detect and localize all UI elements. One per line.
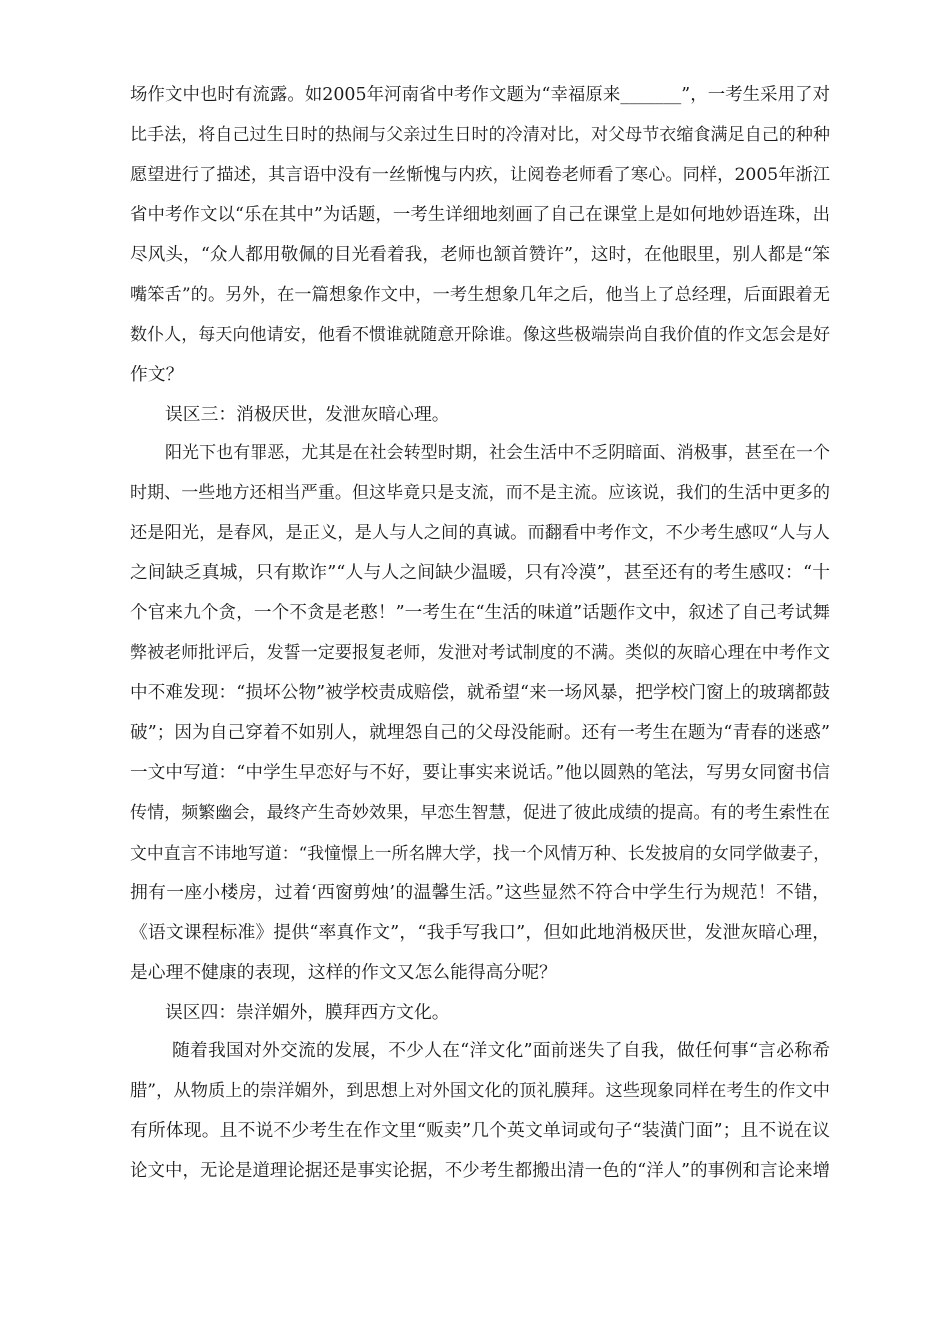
text-line: 是心理不健康的表现，这样的作文又怎么能得高分呢？ bbox=[130, 962, 557, 983]
text-line: 数仆人，每天向他请安，他看不惯谁就随意开除谁。像这些极端崇尚自我价值的作文怎会是好 bbox=[130, 325, 830, 345]
text-line: 省中考作文以“乐在其中”为话题，一考生详细地刻画了自己在课堂上是如何地妙语连珠，出 bbox=[130, 205, 830, 225]
text-line: 尽风头，“众人都用敬佩的目光看着我，老师也颔首赞许”，这时，在他眼里，别人都是“笨 bbox=[130, 245, 830, 265]
text-line: 随着我国对外交流的发展，不少人在“洋文化”面前迷失了自我，做任何事“言必称希 bbox=[172, 1040, 830, 1061]
text-line: 时期、一些地方还相当严重。但这毕竟只是支流，而不是主流。应该说，我们的生活中更多的 bbox=[130, 483, 830, 503]
text-line: 愿望进行了描述，其言语中没有一丝惭愧与内疚，让阅卷老师看了寒心。同样，2005年浙江 bbox=[130, 165, 830, 185]
text-line: 腊”，从物质上的崇洋媚外，到思想上对外国文化的顶礼膜拜。这些现象同样在考生的作文中 bbox=[130, 1081, 830, 1101]
text-line: 一文中写道：“中学生早恋好与不好，要让事实来说话。”他以圆熟的笔法，写男女同窗书信 bbox=[130, 763, 830, 783]
text-line: 有所体现。且不说不少考生在作文里“贩卖”几个英文单词或句子“装潢门面”；且不说在议 bbox=[130, 1120, 830, 1141]
text-line: 嘴笨舌”的。另外，在一篇想象作文中，一考生想象几年之后，他当上了总经理，后面跟着无 bbox=[130, 285, 830, 305]
text-line: 破”；因为自己穿着不如别人，就埋怨自己的父母没能耐。还有一考生在题为“青春的迷惑” bbox=[130, 723, 830, 743]
text-line: 中不难发现：“损坏公物”被学校责成赔偿，就希望“来一场风暴，把学校门窗上的玻璃都鼓 bbox=[130, 683, 830, 703]
text-line: 论文中，无论是道理论据还是事实论据，不少考生都搬出清一色的“洋人”的事例和言论来增 bbox=[130, 1161, 830, 1181]
text-line: 弊被老师批评后，发誓一定要报复老师，发泄对考试制度的不满。类似的灰暗心理在中考作文 bbox=[130, 643, 830, 663]
text-line: 作文？ bbox=[130, 364, 184, 385]
text-line: 之间缺乏真城，只有欺诈”“人与人之间缺少温暖，只有冷漠”，甚至还有的考生感叹：“十 bbox=[130, 562, 830, 583]
section-heading: 误区三：消极厌世，发泄灰暗心理。 bbox=[165, 404, 450, 425]
text-line: 传情，频繁幽会，最终产生奇妙效果，早恋生智慧，促进了彼此成绩的提高。有的考生索性在 bbox=[130, 803, 830, 823]
text-line: 《语文课程标准》提供“率真作文”，“我手写我口”，但如此地消极厌世，发泄灰暗心理， bbox=[130, 922, 830, 943]
text-line: 场作文中也时有流露。如2005年河南省中考作文题为“幸福原来_______”，一考生采用了对 bbox=[130, 85, 830, 105]
section-heading: 误区四：崇洋媚外，膜拜西方文化。 bbox=[165, 1002, 450, 1023]
text-line: 个官来九个贪，一个不贪是老憨！”一考生在“生活的味道”话题作文中，叙述了自己考试舞 bbox=[130, 603, 830, 623]
text-line: 文中直言不讳地写道：“我憧憬上一所名牌大学，找一个风情万种、长发披肩的女同学做妻子， bbox=[130, 843, 830, 863]
text-line: 拥有一座小楼房，过着‘西窗剪烛’的温馨生活。”这些显然不符合中学生行为规范！不错， bbox=[130, 882, 830, 903]
text-line: 还是阳光，是春风，是正义，是人与人之间的真诚。而翻看中考作文，不少考生感叹“人与人 bbox=[130, 523, 830, 543]
text-line: 阳光下也有罪恶，尤其是在社会转型时期，社会生活中不乏阴暗面、消极事，甚至在一个 bbox=[165, 443, 830, 463]
text-line: 比手法，将自己过生日时的热闹与父亲过生日时的冷清对比，对父母节衣缩食满足自己的种种 bbox=[130, 125, 830, 145]
